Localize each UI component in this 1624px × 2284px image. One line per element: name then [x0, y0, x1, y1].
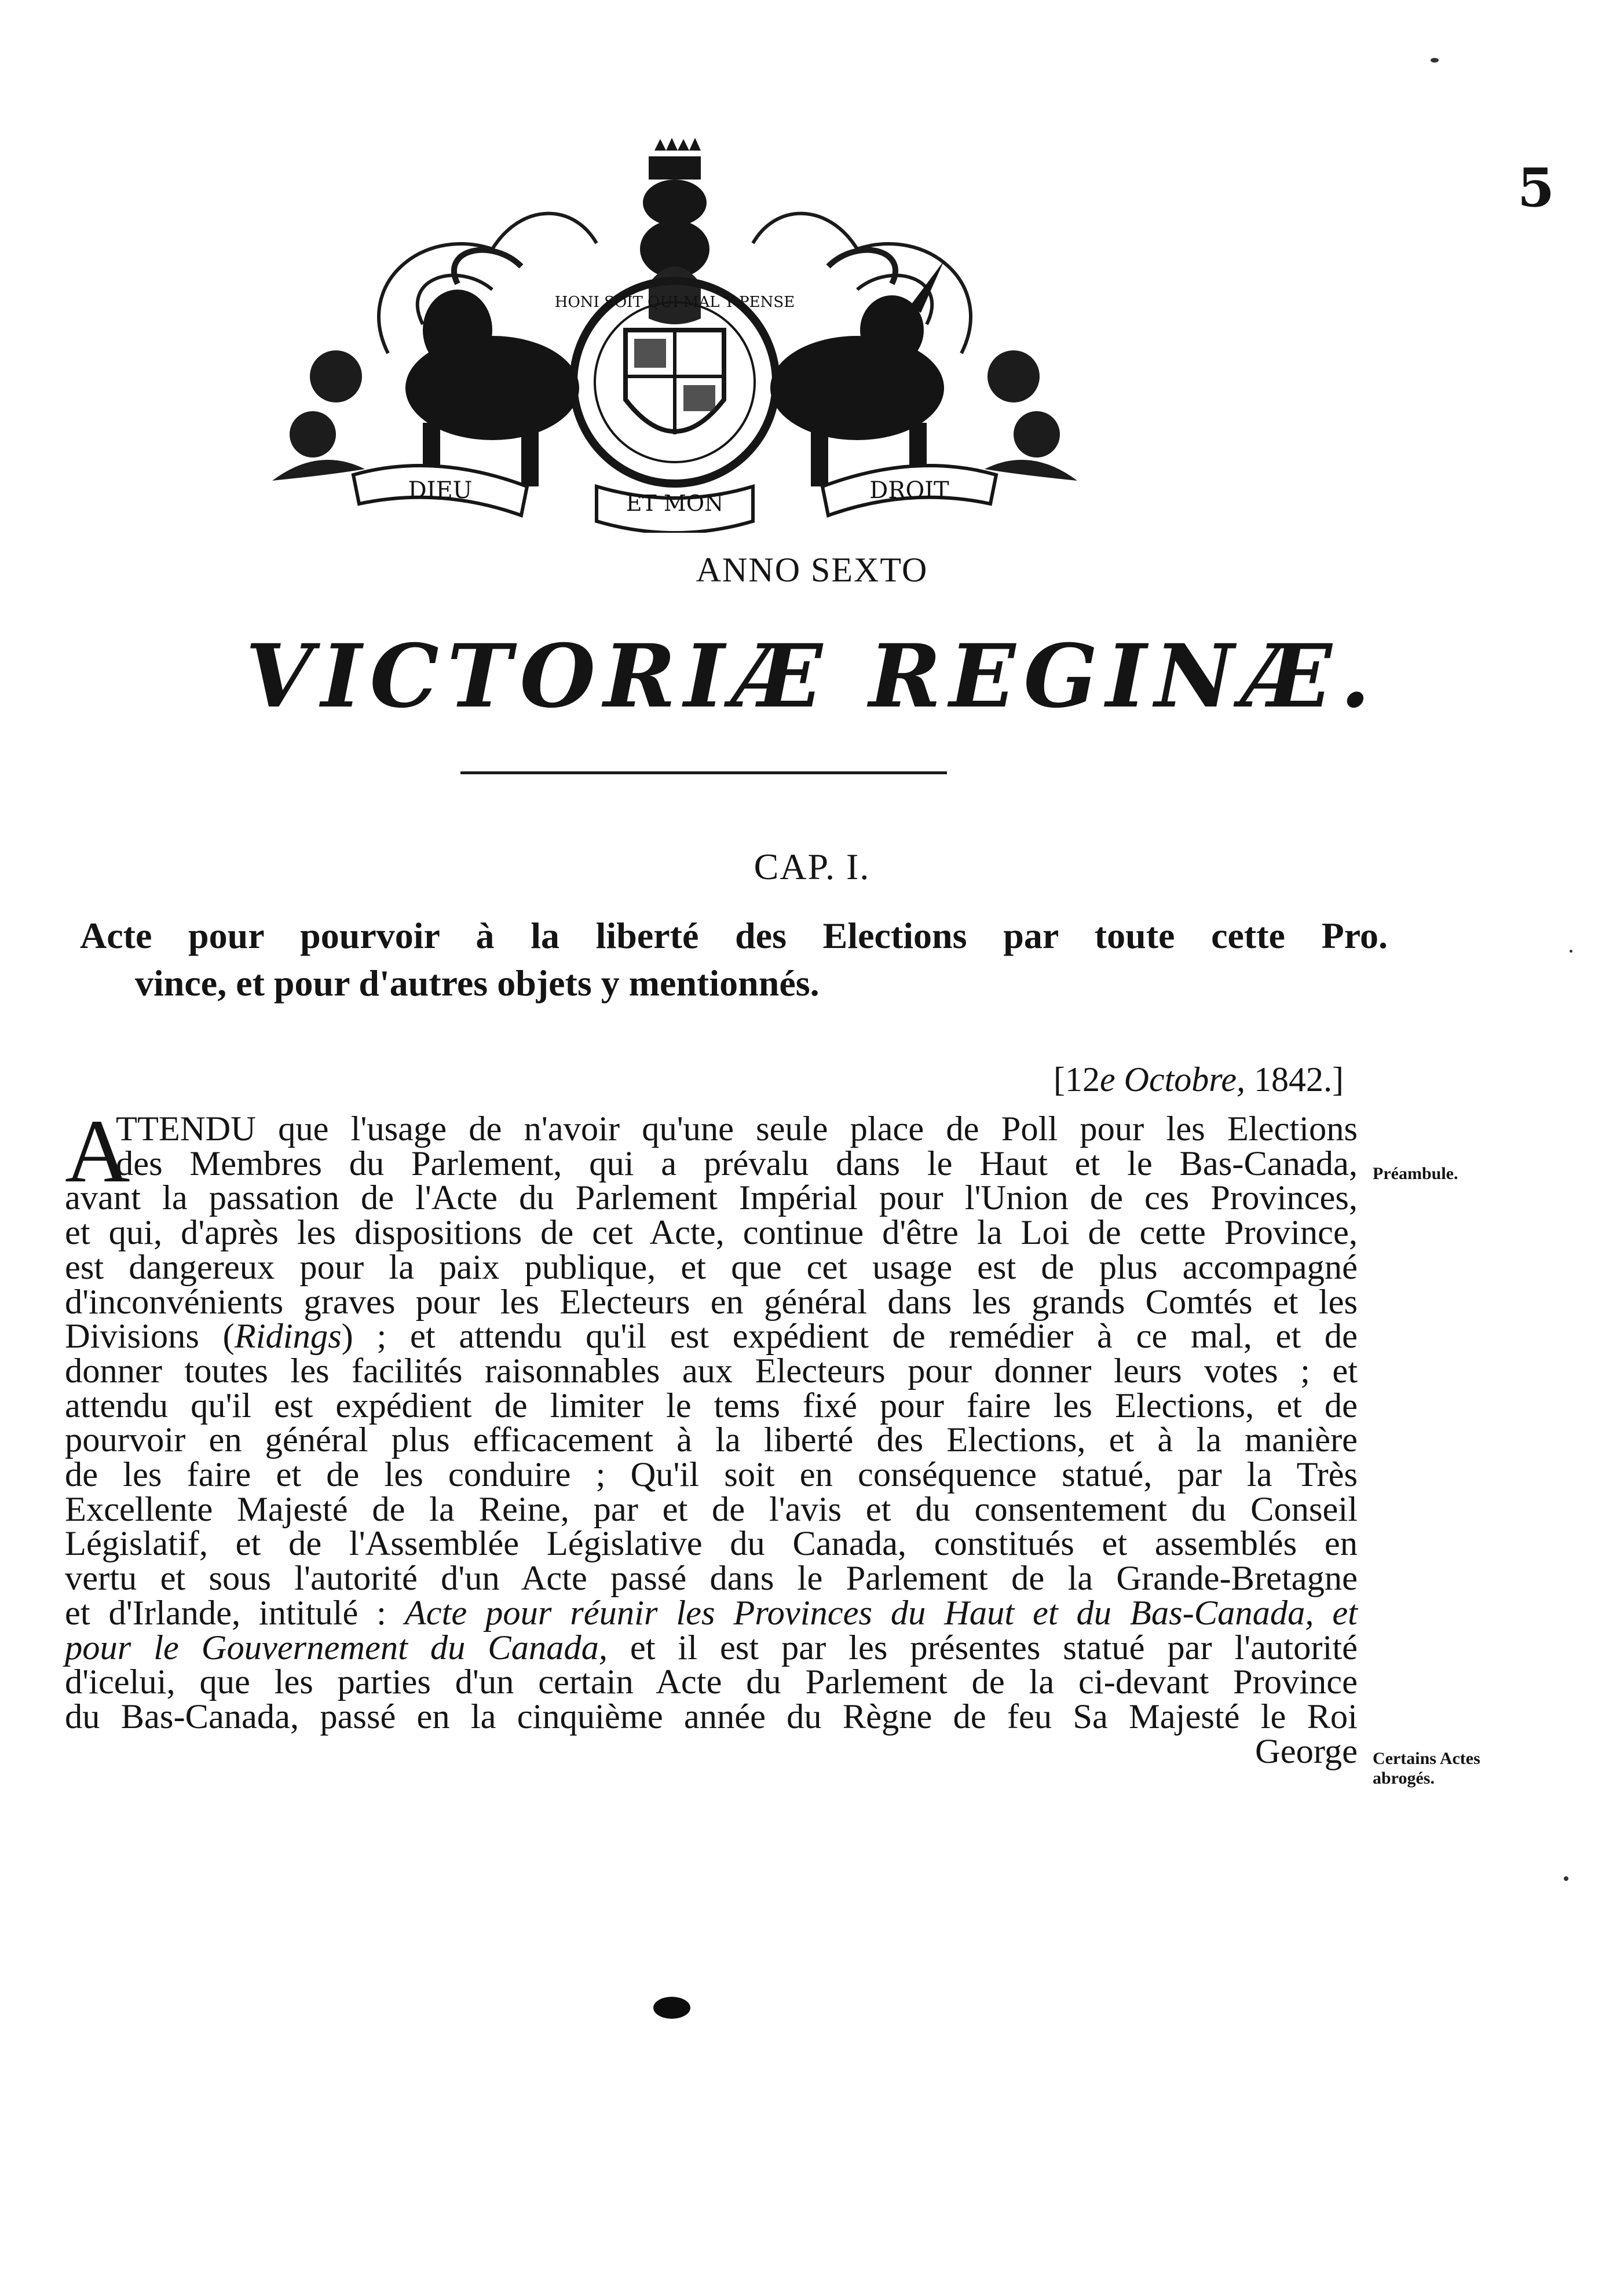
body-line: pour le Gouvernement du Canada, et il est par les présentes statué par l'autorité — [65, 1628, 1358, 1667]
body-line: de les faire et de les conduire ; Qu'il soit en conséquence statué, par la Très — [65, 1455, 1358, 1495]
margin-note-repealed — [1373, 1749, 1480, 1788]
anno-heading: ANNO SEXTO — [696, 551, 928, 589]
drop-cap: A — [65, 1101, 130, 1201]
italic-text: Acte pour réunir les Provinces du Haut et du Bas-Canada, et — [404, 1593, 1358, 1633]
enactment-date — [938, 1060, 1344, 1100]
preamble-body — [65, 1112, 1358, 1769]
ink-speck — [1431, 58, 1439, 63]
italic-text: Ridings — [234, 1317, 342, 1356]
italic-text: pour le Gouvernement du Canada, — [65, 1628, 608, 1667]
act-title-line: vince, et pour d'autres objets y mentionnés. — [135, 962, 820, 1004]
body-line: vertu et sous l'autorité d'un Acte passé dans le Parlement de la Grande-Bretagne — [65, 1559, 1358, 1598]
margin-note-line: Certains Actes — [1373, 1749, 1480, 1768]
body-line: Divisions (Ridings) ; et attendu qu'il est expédient de remédier à ce mal, et de — [65, 1317, 1358, 1356]
body-line: TTENDU que l'usage de n'avoir qu'une seule place de Poll pour les Elections — [116, 1110, 1358, 1148]
body-line: pourvoir en général plus efficacement à la liberté des Elections, et à la manière — [65, 1421, 1358, 1460]
body-line: George — [1255, 1732, 1358, 1771]
body-line: avant la passation de l'Acte du Parlement Impérial pour l'Union de ces Provinces, — [65, 1178, 1358, 1218]
svg-text:DROIT: DROIT — [869, 477, 949, 504]
body-line: d'icelui, que les parties d'un certain Acte du Parlement de la ci-devant Province — [65, 1663, 1358, 1702]
body-line: et d'Irlande, intitulé : Acte pour réunir les Provinces du Haut et du Bas-Canada, et — [65, 1593, 1358, 1633]
date-day: [12 — [1054, 1060, 1100, 1099]
ink-speck — [1564, 1876, 1568, 1881]
svg-text:ET MON: ET MON — [626, 491, 724, 516]
body-line: est dangereux pour la paix publique, et que cet usage est de plus accompagné — [65, 1247, 1358, 1287]
act-title-line: Acte pour pourvoir à la liberté des Elections par toute cette Pro. — [80, 915, 1388, 956]
royal-coat-of-arms — [249, 133, 1100, 533]
svg-text:HONI SOIT QUI MAL Y PENSE: HONI SOIT QUI MAL Y PENSE — [554, 294, 795, 311]
body-line: d'inconvénients graves pour les Electeurs en général dans les grands Comtés et les — [65, 1282, 1358, 1322]
title-rule — [460, 771, 947, 774]
date-day-suffix: e — [1099, 1060, 1115, 1099]
regnal-heading: VICTORIÆ REGINÆ. — [245, 625, 1379, 727]
body-line: attendu qu'il est expédient de limiter le tems fixé pour faire les Elections, et de — [65, 1386, 1358, 1425]
date-year: 1842.] — [1254, 1060, 1344, 1099]
body-line: du Bas-Canada, passé en la cinquième année du Règne de feu Sa Majesté le Roi — [65, 1697, 1358, 1736]
body-line: des Membres du Parlement, qui a prévalu dans le Haut et le Bas-Canada, — [116, 1144, 1358, 1183]
body-line: Législatif, et de l'Assemblée Législative du Canada, constitués et assemblés en — [65, 1524, 1358, 1564]
chapter-number: CAP. I. — [754, 846, 870, 887]
margin-note-line: abrogés. — [1373, 1769, 1435, 1788]
body-line: et qui, d'après les dispositions de cet Acte, continue d'être la Loi de cette Province, — [65, 1213, 1358, 1253]
date-month: Octobre, — [1124, 1060, 1246, 1099]
act-title — [80, 912, 1388, 1007]
margin-note-preamble: Préambule. — [1373, 1164, 1458, 1183]
svg-text:DIEU: DIEU — [408, 477, 473, 504]
ink-speck — [1570, 950, 1572, 953]
body-line: donner toutes les facilités raisonnables aux Electeurs pour donner leurs votes ; et — [65, 1351, 1358, 1390]
page-number: 5 — [1517, 156, 1555, 219]
ink-blot — [653, 1997, 690, 2019]
body-line: Excellente Majesté de la Reine, par et de l'avis et du consentement du Conseil — [65, 1489, 1358, 1529]
